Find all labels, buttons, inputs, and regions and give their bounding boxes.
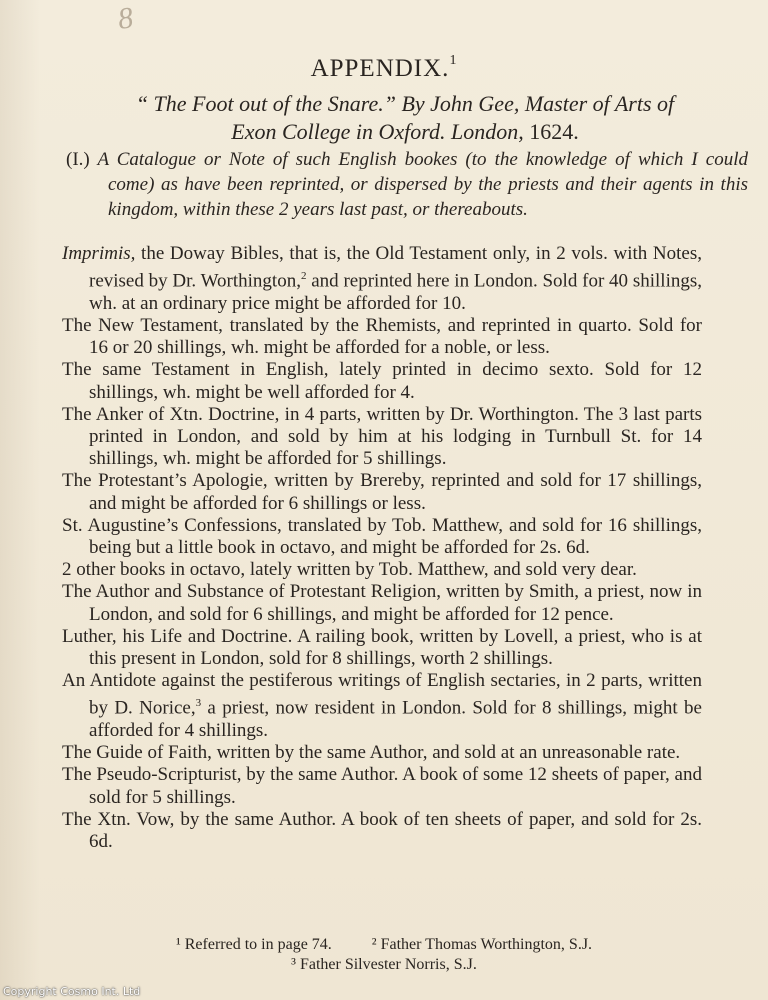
- entry-text: and reprinted here in London. Sold for 40 shillings, wh. at an ordinary price might be afforded for 10.: [89, 270, 702, 314]
- entry-text: a priest, now resident in London. Sold for 8 shillings, might be afforded for 4 shillings.: [89, 697, 702, 741]
- list-item: The Guide of Faith, written by the same Author, and sold at an unreasonable rate.: [62, 742, 681, 764]
- list-item: Luther, his Life and Doctrine. A railing book, written by Lovell, a priest, who is at this present in London, sold for 8 shillings, worth 2 shillings.: [62, 625, 702, 669]
- footnotes: [0, 935, 768, 975]
- list-item: The same Testament in English, lately printed in decimo sexto. Sold for 12 shillings, wh. might be well afforded for 4.: [62, 359, 702, 403]
- catalogue-text: A Catalogue or Note of such English bookes (to the knowledge of which I could come) as have been reprinted, or dispersed by the priests and their agents in this kingdom, within these 2 years last past, or thereabouts.: [97, 149, 748, 220]
- title-text: APPENDIX.: [310, 55, 450, 82]
- entry-text: An Antidote against the pestiferous writings of English sectaries, in 2 parts, written by D. Norice,: [62, 670, 702, 719]
- footnote-row-1: [0, 935, 768, 955]
- list-item: St. Augustine’s Confessions, translated by Tob. Matthew, and sold for 16 shillings, being but a little book in octavo, and might be afforded for 2s. 6d.: [62, 514, 702, 558]
- footnote-marker: 2: [300, 270, 307, 283]
- list-item: The Author and Substance of Protestant Religion, written by Smith, a priest, now in London, and sold for 6 shillings, and might be afforded for 12 pence.: [62, 581, 702, 625]
- title-note-marker: 1: [449, 53, 458, 68]
- list-item: The New Testament, translated by the Rhemists, and reprinted in quarto. Sold for 16 or 20 shillings, wh. might be afforded for a noble, or less.: [62, 314, 702, 359]
- list-item: The Anker of Xtn. Doctrine, in 4 parts, written by Dr. Worthington. The 3 last parts printed in London, and sold by him at his lodging in Turnbull St. for 14 shillings, wh. might be afforded for 5 shillings.: [62, 403, 702, 470]
- citation-year: 1624.: [529, 119, 579, 144]
- footnote-1: ¹ Referred to in page 74.: [175, 936, 332, 953]
- page-title: [0, 55, 768, 83]
- citation-line-2: [60, 118, 750, 146]
- footnote-2: ² Father Thomas Worthington, S.J.: [371, 936, 593, 953]
- entry-text: the Doway Bibles, that is, the Old Testament only, in 2 vols. with Notes, revised by Dr. Worthington,: [89, 243, 702, 292]
- list-item: The Protestant’s Apologie, written by Brereby, reprinted and sold for 17 shillings, and might be afforded for 6 shillings or less.: [62, 470, 702, 514]
- pencil-mark: 8: [115, 1, 136, 36]
- footnote-marker: 3: [195, 697, 202, 710]
- citation-line-1: “ The Foot out of the Snare.” By John Gee, Master of Arts of: [135, 91, 675, 116]
- list-item: [62, 670, 702, 742]
- copyright-watermark: Copyright Cosmo Int. Ltd: [3, 985, 141, 998]
- list-item: The Pseudo-Scripturist, by the same Author. A book of some 12 sheets of paper, and sold for 5 shillings.: [62, 764, 702, 808]
- entry-italic-start: Imprimis,: [62, 243, 136, 264]
- list-item: 2 other books in octavo, lately written by Tob. Matthew, and sold very dear.: [62, 559, 637, 581]
- book-list: [62, 243, 702, 853]
- list-item: [62, 243, 702, 315]
- list-item: The Xtn. Vow, by the same Author. A book of ten sheets of paper, and sold for 2s. 6d.: [62, 808, 702, 852]
- catalogue-heading: [66, 147, 748, 222]
- catalogue-number: (I.): [66, 149, 90, 170]
- footnote-3: ³ Father Silvester Norris, S.J.: [291, 956, 477, 973]
- source-citation: [60, 90, 750, 146]
- citation-place: Exon College in Oxford. London,: [231, 119, 530, 144]
